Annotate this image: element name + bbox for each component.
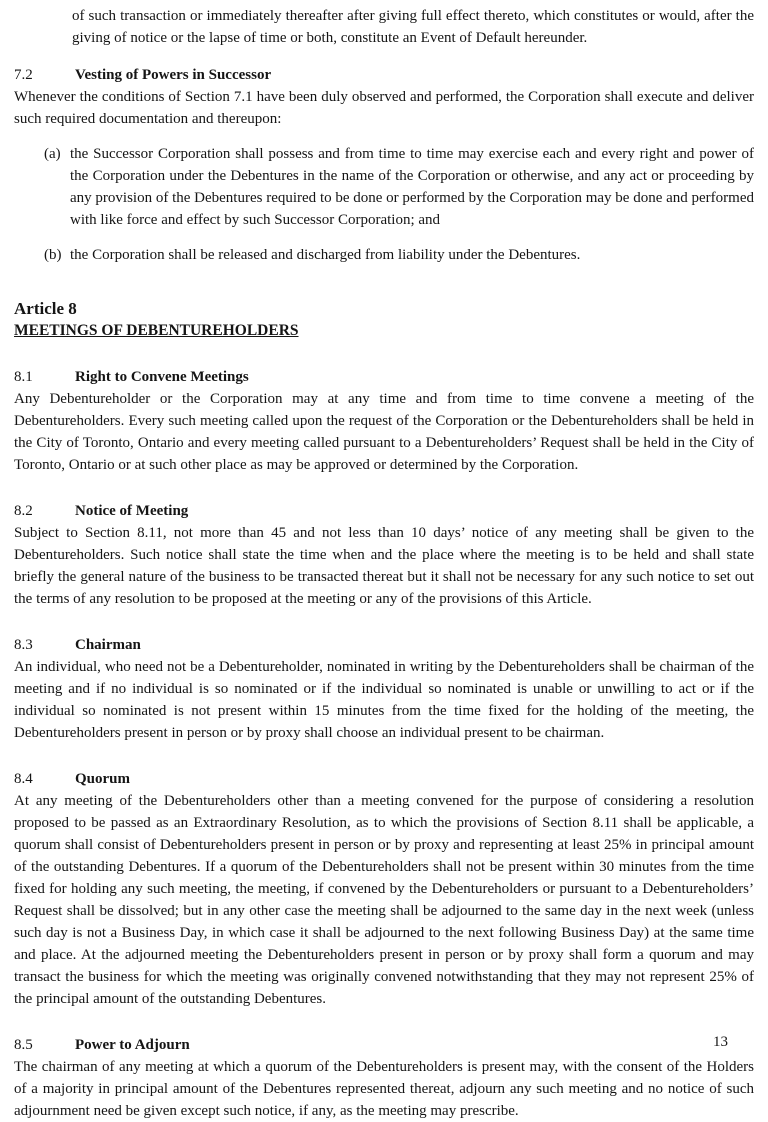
- section-8-4-heading: [14, 768, 754, 790]
- section-number: 8.4: [14, 771, 33, 787]
- section-8-3-body: An individual, who need not be a Debentureholder, nominated in writing by the Debentureholders shall be chairman of the meeting and if no individual is so nominated or if the individual so nominated is unable or unwilling to act or if the individual so nominated is not present within 15 minutes from the time fixed for the holding of the meeting, the Debentureholders present in person or by proxy shall choose an individual present to be chairman.: [14, 659, 754, 741]
- section-title: Power to Adjourn: [75, 1037, 190, 1053]
- article-subtitle: MEETINGS OF DEBENTUREHOLDERS: [14, 322, 299, 339]
- section-7-2-intro: Whenever the conditions of Section 7.1 have been duly observed and performed, the Corporation shall execute and deliver such required documentation and thereupon:: [14, 89, 754, 127]
- section-title: Quorum: [75, 771, 131, 787]
- section-title: Chairman: [75, 637, 141, 653]
- section-8-4: [14, 768, 754, 1010]
- section-7-2-heading: [14, 64, 754, 86]
- section-number: 8.5: [14, 1037, 33, 1053]
- page-number: 13: [713, 1034, 728, 1050]
- section-number: 8.3: [14, 637, 33, 653]
- section-8-5-heading: [14, 1034, 754, 1056]
- article-title: Article 8: [14, 299, 77, 318]
- section-8-4-body: At any meeting of the Debentureholders other than a meeting convened for the purpose of considering a resolution proposed to be passed as an Extraordinary Resolution, as to which the provisions of Section 8.11 shall be applicable, a quorum shall consist of Debentureholders present in person or by proxy and representing at least 25% in principal amount of the outstanding Debentures. If a quorum of the Debentureholders shall not be present within 30 minutes from the time fixed for holding any such meeting, the meeting, if convened by the Debentureholders or pursuant to a Debentureholders’ Request shall be dissolved; but in any other case the meeting shall be adjourned to the same day in the next week (unless such day is not a Business Day, in which case it shall be adjourned to the next following Business Day) at the same time and place. At the adjourned meeting the Debentureholders present in person or by proxy shall form a quorum and may transact the business for which the meeting was originally convened notwithstanding that they may not represent 25% of the principal amount of the outstanding Debentures.: [14, 793, 754, 1007]
- section-8-2: [14, 500, 754, 610]
- section-8-3-heading: [14, 634, 754, 656]
- article-8-heading-block: [14, 298, 754, 342]
- section-number: 8.1: [14, 369, 33, 385]
- section-8-5-body: The chairman of any meeting at which a quorum of the Debentureholders is present may, with the consent of the Holders of a majority in principal amount of the Debentures represented thereat, adjourn any such meeting and no notice of such adjournment need be given except such notice, if any, as the meeting may prescribe.: [14, 1059, 754, 1119]
- section-8-3: [14, 634, 754, 744]
- section-8-1-body: Any Debentureholder or the Corporation may at any time and from time to time convene a meeting of the Debentureholders. Every such meeting called upon the request of the Corporation or the Debentureholders shall be held in the City of Toronto, Ontario and every meeting called pursuant to a Debentureholders’ Request shall be held in the City of Toronto, Ontario or at such other place as may be approved or determined by the Corporation.: [14, 391, 754, 473]
- section-8-2-body: Subject to Section 8.11, not more than 45 and not less than 10 days’ notice of any meeting shall be given to the Debentureholders. Such notice shall state the time when and the place where the meeting is to be held and shall state briefly the general nature of the business to be transacted thereat but it shall not be necessary for any such notice to set out the terms of any resolution to be proposed at the meeting or any of the provisions of this Article.: [14, 525, 754, 607]
- section-8-1-heading: [14, 366, 754, 388]
- section-number: 7.2: [14, 67, 33, 83]
- section-8-2-heading: [14, 500, 754, 522]
- section-8-5: [14, 1034, 754, 1122]
- section-7-2: [14, 64, 754, 266]
- section-number: 8.2: [14, 503, 33, 519]
- list-item-text: the Successor Corporation shall possess and from time to time may exercise each and every right and power of the Corporation under the Debentures in the name of the Corporation or otherwise, and any act or proceeding by any provision of the Debentures required to be done or performed by the Corporation may be done and performed with like force and effect by such Successor Corporation; and: [70, 146, 754, 228]
- list-item-b: [44, 244, 754, 266]
- list-item-text: the Corporation shall be released and discharged from liability under the Debentures.: [70, 247, 581, 263]
- section-8-1: [14, 366, 754, 476]
- section-title: Notice of Meeting: [75, 503, 189, 519]
- list-item-label: (a): [44, 146, 61, 162]
- list-item-a: [44, 143, 754, 231]
- continuation-paragraph: of such transaction or immediately thereafter after giving full effect thereto, which constitutes or would, after the giving of notice or the lapse of time or both, constitute an Event of Default hereunder.: [72, 8, 754, 46]
- section-title: Vesting of Powers in Successor: [75, 67, 272, 83]
- section-title: Right to Convene Meetings: [75, 369, 249, 385]
- list-item-label: (b): [44, 247, 62, 263]
